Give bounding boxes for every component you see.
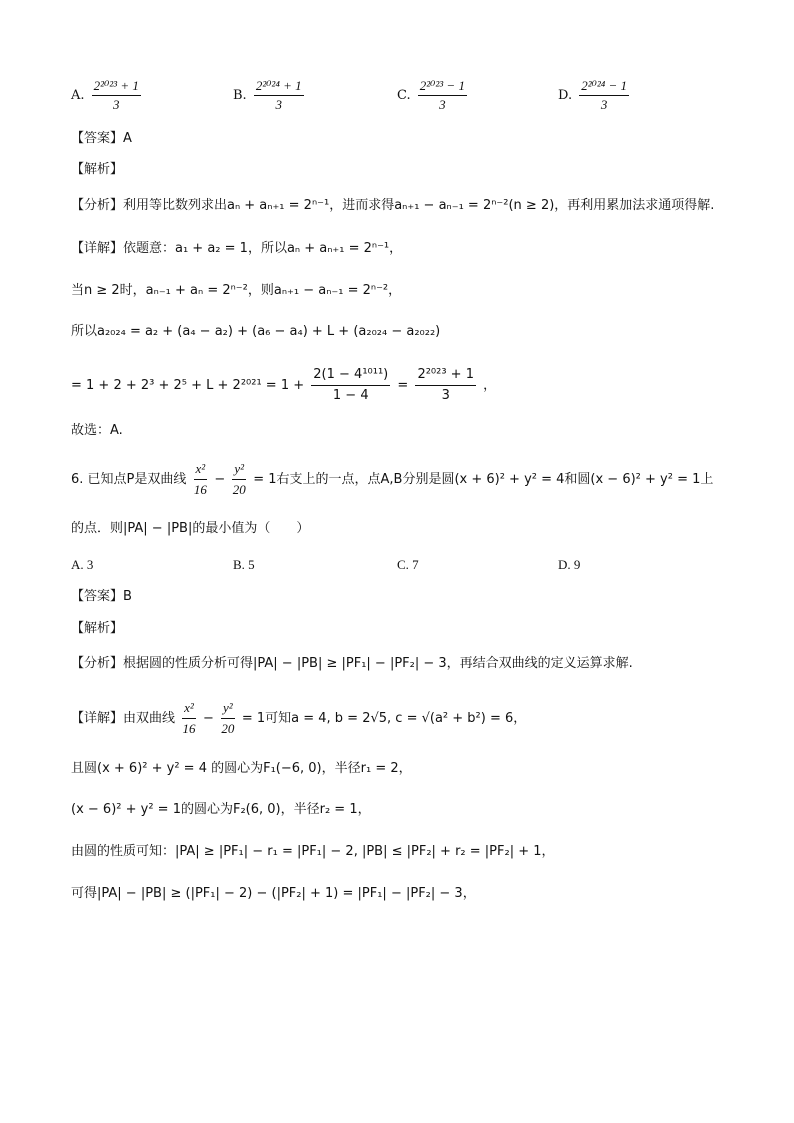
q6-detail-1-fraction-1-den: 16 (182, 721, 196, 736)
q6-detail-4: 由圆的性质可知：|PA| ≥ |PF₁| − r₁ = |PF₁| − 2, |PB| ≤ |PF₂| + r₂ = |PF₂| + 1， (71, 844, 555, 859)
q6-analysis-heading: 【解析】 (71, 621, 124, 636)
q6-stem-line-2: 的点．则|PA| − |PB|的最小值为（ ） (71, 521, 310, 536)
q6-detail-1-b: = 1可知a = 4, b = 2√5, c = √(a² + b²) = 6， (241, 711, 527, 726)
q5-detail-4-fraction-1 (311, 366, 390, 405)
option-c-numerator: 2²⁰²³ − 1 (418, 78, 467, 96)
q6-stem-fraction-2-den: 20 (232, 482, 246, 497)
q6-detail-1-fraction-2-num: y² (221, 699, 235, 719)
q5-detail-4-end: ， (483, 378, 497, 393)
option-b-label: B. (233, 88, 247, 103)
q6-stem-a: 6. 已知点P是双曲线 (71, 472, 187, 487)
q6-detail-1-fraction-2 (221, 699, 235, 738)
q6-detail-2: 且圆(x + 6)² + y² = 4 的圆心为F₁(−6, 0)，半径r₁ = 2， (71, 761, 412, 776)
q5-detail-4-fraction-2 (415, 366, 476, 405)
option-a-denominator: 3 (113, 97, 120, 112)
q6-stem-fraction-1-den: 16 (193, 482, 207, 497)
q5-analysis-heading: 【解析】 (71, 162, 124, 177)
q6-detail-1-fraction-2-den: 20 (221, 721, 235, 736)
q5-answer: 【答案】A (71, 131, 132, 146)
q6-stem-fraction-1 (194, 460, 208, 499)
q6-detail-1-fraction-1 (182, 699, 196, 738)
option-c-denominator: 3 (439, 97, 446, 112)
q5-detail-4-left: = 1 + 2 + 2³ + 2⁵ + L + 2²⁰²¹ = 1 + (71, 378, 305, 393)
option-c-label: C. (397, 88, 411, 103)
q6-detail-1-a: 【详解】由双曲线 (71, 711, 176, 726)
q6-stem-fraction-2-num: y² (232, 460, 246, 480)
q5-detail-3: 所以a₂₀₂₄ = a₂ + (a₄ − a₂) + (a₆ − a₄) + L + (a₂₀₂₄ − a₂₀₂₂) (71, 324, 441, 339)
q5-choice: 故选：A. (71, 423, 123, 438)
q6-stem-minus: − (214, 472, 226, 487)
q6-detail-3: (x − 6)² + y² = 1的圆心为F₂(6, 0)，半径r₂ = 1， (71, 802, 371, 817)
option-d-label: D. (558, 88, 573, 103)
option-a-fraction (92, 78, 141, 113)
q6-fenxi: 【分析】根据圆的性质分析可得|PA| − |PB| ≥ |PF₁| − |PF₂| − 3，再结合双曲线的定义运算求解. (71, 656, 633, 671)
q6-stem-b: = 1右支上的一点，点A,B分别是圆(x + 6)² + y² = 4和圆(x − 6)² + y² = 1上 (253, 472, 714, 487)
option-d (558, 78, 632, 113)
option-d-numerator: 2²⁰²⁴ − 1 (579, 78, 629, 96)
option-c (397, 78, 470, 113)
q5-detail-4-fraction-1-den: 1 − 4 (332, 388, 369, 403)
q5-detail-2: 当n ≥ 2时，aₙ₋₁ + aₙ = 2ⁿ⁻²，则aₙ₊₁ − aₙ₋₁ = 2ⁿ⁻²， (71, 283, 402, 298)
q6-option-d: D. 9 (558, 557, 581, 572)
q6-option-a: A. 3 (71, 557, 94, 572)
q6-stem-line-1 (71, 460, 713, 499)
option-a (71, 78, 144, 113)
q6-option-c: C. 7 (397, 557, 419, 572)
q6-detail-5: 可得|PA| − |PB| ≥ (|PF₁| − 2) − (|PF₂| + 1) = |PF₁| − |PF₂| − 3， (71, 886, 476, 901)
q5-detail-4-fraction-2-den: 3 (441, 388, 450, 403)
option-d-fraction (579, 78, 629, 113)
q6-option-b: B. 5 (233, 557, 255, 572)
q5-detail-1: 【详解】依题意：a₁ + a₂ = 1，所以aₙ + aₙ₊₁ = 2ⁿ⁻¹， (71, 241, 403, 256)
option-b-fraction (254, 78, 304, 113)
q6-detail-1-minus: − (202, 711, 214, 726)
q5-detail-4-equals: = (397, 378, 409, 393)
option-a-label: A. (71, 88, 85, 103)
option-b-denominator: 3 (275, 97, 282, 112)
q5-detail-4-fraction-2-num: 2²⁰²³ + 1 (415, 366, 476, 386)
q6-answer: 【答案】B (71, 589, 132, 604)
q6-detail-1-fraction-1-num: x² (182, 699, 196, 719)
option-b (233, 78, 307, 113)
option-d-denominator: 3 (600, 97, 608, 112)
option-a-numerator: 2²⁰²³ + 1 (92, 78, 141, 96)
q5-detail-4 (71, 366, 496, 405)
q5-detail-4-fraction-1-num: 2(1 − 4¹⁰¹¹) (311, 366, 390, 386)
q6-detail-1 (71, 699, 526, 738)
q6-stem-fraction-2 (232, 460, 246, 499)
q5-fenxi: 【分析】利用等比数列求出aₙ + aₙ₊₁ = 2ⁿ⁻¹，进而求得aₙ₊₁ − aₙ₋₁ = 2ⁿ⁻²(n ≥ 2)，再利用累加法求通项得解. (71, 198, 715, 213)
option-b-numerator: 2²⁰²⁴ + 1 (254, 78, 304, 96)
option-c-fraction (418, 78, 467, 113)
q6-stem-fraction-1-num: x² (194, 460, 208, 480)
